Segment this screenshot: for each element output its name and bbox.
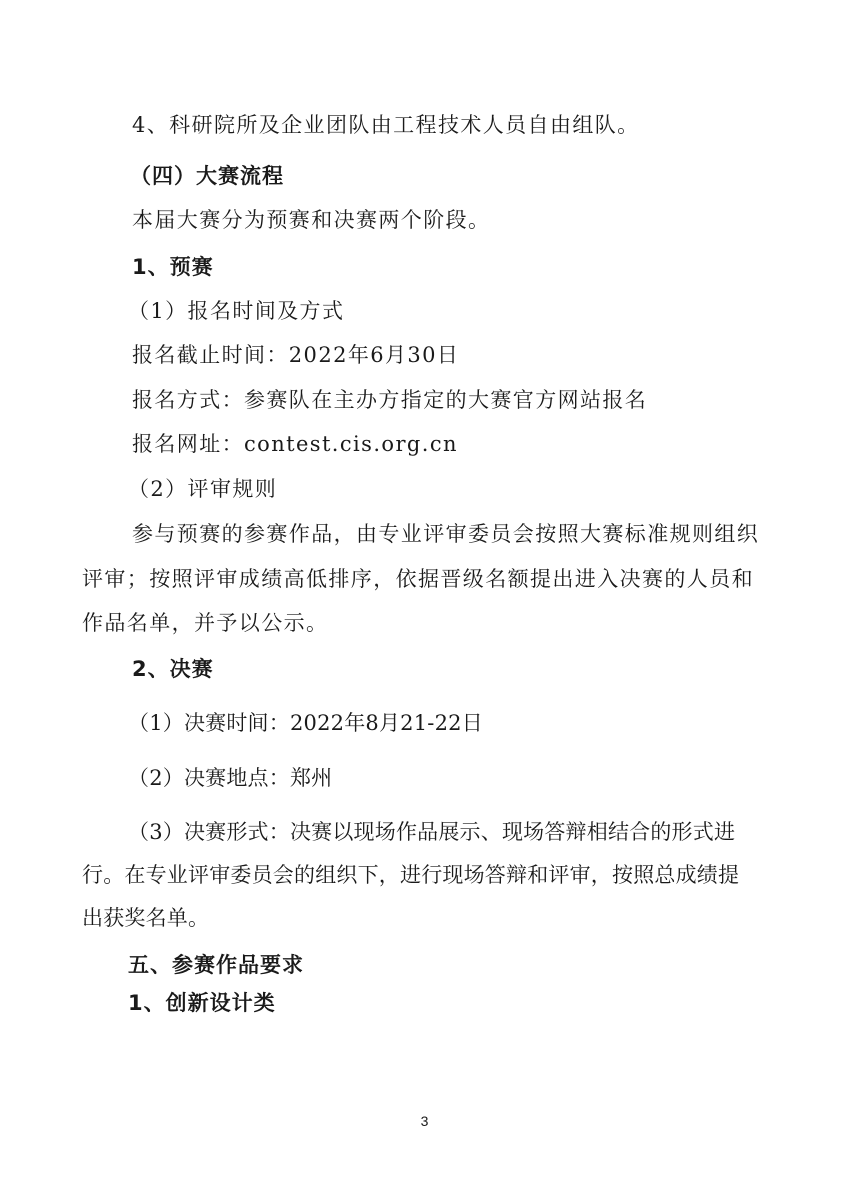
review-rules-line2: 评审；按照评审成绩高低排序，依据晋级名额提出进入决赛的人员和 [82,567,754,591]
section5-heading: 五、参赛作品要求 [128,953,304,977]
final-time: （1）决赛时间：2022年8月21-22日 [128,711,483,735]
prelim-sub2: （2）评审规则 [128,477,278,501]
review-rules-line3: 作品名单，并予以公示。 [82,611,329,635]
process-intro: 本届大赛分为预赛和决赛两个阶段。 [132,208,491,232]
final-format-line3: 出获奖名单。 [82,906,210,930]
section-process-heading: （四）大赛流程 [130,164,284,188]
section5-sub1: 1、创新设计类 [128,991,276,1015]
final-format-line2: 行。在专业评审委员会的组织下，进行现场答辩和评审，按照总成绩提 [82,863,740,887]
signup-method: 报名方式：参赛队在主办方指定的大赛官方网站报名 [132,388,648,412]
signup-url: 报名网址：contest.cis.org.cn [132,432,458,456]
final-format-line1: （3）决赛形式：决赛以现场作品展示、现场答辩相结合的形式进 [128,820,736,844]
page-number: 3 [420,1113,429,1129]
team-item-4: 4、科研院所及企业团队由工程技术人员自由组队。 [132,113,640,137]
final-heading: 2、决赛 [132,657,214,681]
review-rules-line1: 参与预赛的参赛作品，由专业评审委员会按照大赛标准规则组织 [132,522,760,546]
final-place: （2）决赛地点：郑州 [128,766,333,790]
prelim-sub1: （1）报名时间及方式 [128,299,345,323]
prelim-heading: 1、预赛 [132,255,214,279]
signup-deadline: 报名截止时间：2022年6月30日 [132,343,460,367]
